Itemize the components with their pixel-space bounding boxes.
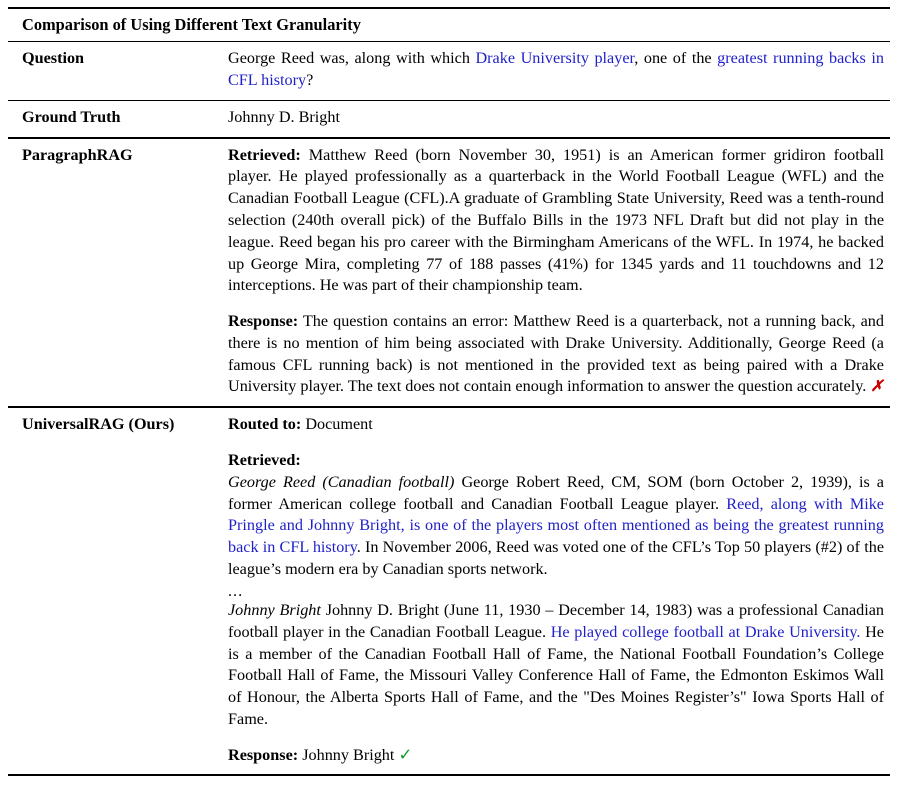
question-seg-2: , one of the [634,49,718,68]
paragraphrag-response-label: Response: [228,312,299,331]
universalrag-doc1 [228,472,884,581]
universalrag-routed-value: Document [305,415,373,434]
row-label-paragraphrag: ParagraphRAG [8,138,228,408]
question-highlight-greatest: greatest running backs in CFL history [228,49,884,90]
row-content-ground-truth [228,100,890,137]
row-content-paragraphrag [228,138,890,408]
paragraphrag-response-text: The question contains an error: Matthew Reed is a quarterback, not a running back, and there is no mention of him being associated with Drake University. Additionally, George Reed (a famous CFL running back) is not mentioned in the provided text as being paired with a Drake University player. The text does not contain enough information to answer the question accurately. [228,312,884,396]
universalrag-doc2-part1: Johnny D. Bright (June 11, 1930 – December 14, 1983) was a professional Canadian football player in the Canadian Football League. [228,601,884,641]
comparison-table [8,7,890,776]
universalrag-response-label: Response: [228,745,299,764]
paragraphrag-response-block [228,311,884,398]
universalrag-doc2-title: Johnny Bright [228,601,321,619]
paragraphrag-retrieved-text: Matthew Reed (born November 30, 1951) is an American former gridiron football player. He played professionally as a quarterback in the World Football League (WFL) and the Canadian Football League (CFL).A graduate of Grambling State University, Reed was a tenth-round selection (240th overall pick) of the Buffalo Bills in the 1973 NFL Draft but did not play in the league. Reed began his pro career with the Birmingham Americans of the WFL. In 1974, he backed up George Mira, completing 77 of 188 passes (41%) for 1345 yards and 11 touchdowns and 12 interceptions. He was part of their championship team. [228,145,885,295]
cross-mark-icon: ✗ [870,378,884,396]
check-mark-icon: ✓ [398,744,413,764]
table-row-paragraphrag [8,138,890,408]
table-row-question [8,42,890,101]
universalrag-doc1-part1: George Robert Reed, CM, SOM (born October 2, 1939), is a former American college football and Canadian Football League player. [228,472,884,513]
comparison-table-figure [0,7,909,787]
row-label-question: Question [8,42,228,101]
paragraphrag-retrieved-label: Retrieved: [228,145,301,164]
universalrag-doc2-highlight: He played college football at Drake University. [550,622,861,641]
universalrag-response-block [228,744,884,767]
paragraphrag-retrieved-space [301,146,309,164]
row-content-question [228,42,890,101]
question-seg-4: ? [306,71,314,90]
table-row-ground-truth [8,100,890,137]
paragraphrag-spacer [228,297,884,311]
question-highlight-drake: Drake University player [475,49,635,68]
table-row-universalrag [8,407,890,775]
universalrag-doc1-part2: . In November 2006, Reed was voted one of the CFL’s Top 50 players (#2) of the league’s modern era by Canadian sports network. [228,538,884,579]
universalrag-doc1-highlight: Reed, along with Mike Pringle and Johnny Bright, is one of the players most often mentioned as being the greatest running back in CFL history [228,494,884,557]
row-label-universalrag: UniversalRAG (Ours) [8,407,228,775]
row-label-ground-truth: Ground Truth [8,100,228,137]
table-title: Comparison of Using Different Text Granularity [8,8,890,42]
question-seg-0: George Reed was, along with which [228,49,476,68]
paragraphrag-retrieved-block [228,145,884,297]
question-text [228,48,884,92]
universalrag-ellipsis: ... [228,581,244,600]
universalrag-doc1-title: George Reed (Canadian football) [228,472,455,491]
universalrag-retrieved-label: Retrieved: [228,451,301,470]
universalrag-routed-block [228,414,884,436]
universalrag-routed-label: Routed to: [228,415,302,434]
table-title-row [8,8,890,42]
universalrag-spacer-1 [228,436,884,450]
universalrag-doc2-part2: He is a member of the Canadian Football Hall of Fame, the National Football Foundation’s College Football Hall of Fame, the Missouri Valley Conference Hall of Fame, the Edmonton Eskimos Wall of Honour, the Alberta Sports Hall of Fame, and the "Des Moines Register’s" Iowa Sports Hall of Fame. [228,622,884,728]
universalrag-response-text: Johnny Bright [302,745,395,764]
ground-truth-text: Johnny D. Bright [228,107,340,126]
row-content-universalrag [228,407,890,775]
universalrag-spacer-2 [228,731,884,744]
universalrag-doc2 [228,600,884,731]
